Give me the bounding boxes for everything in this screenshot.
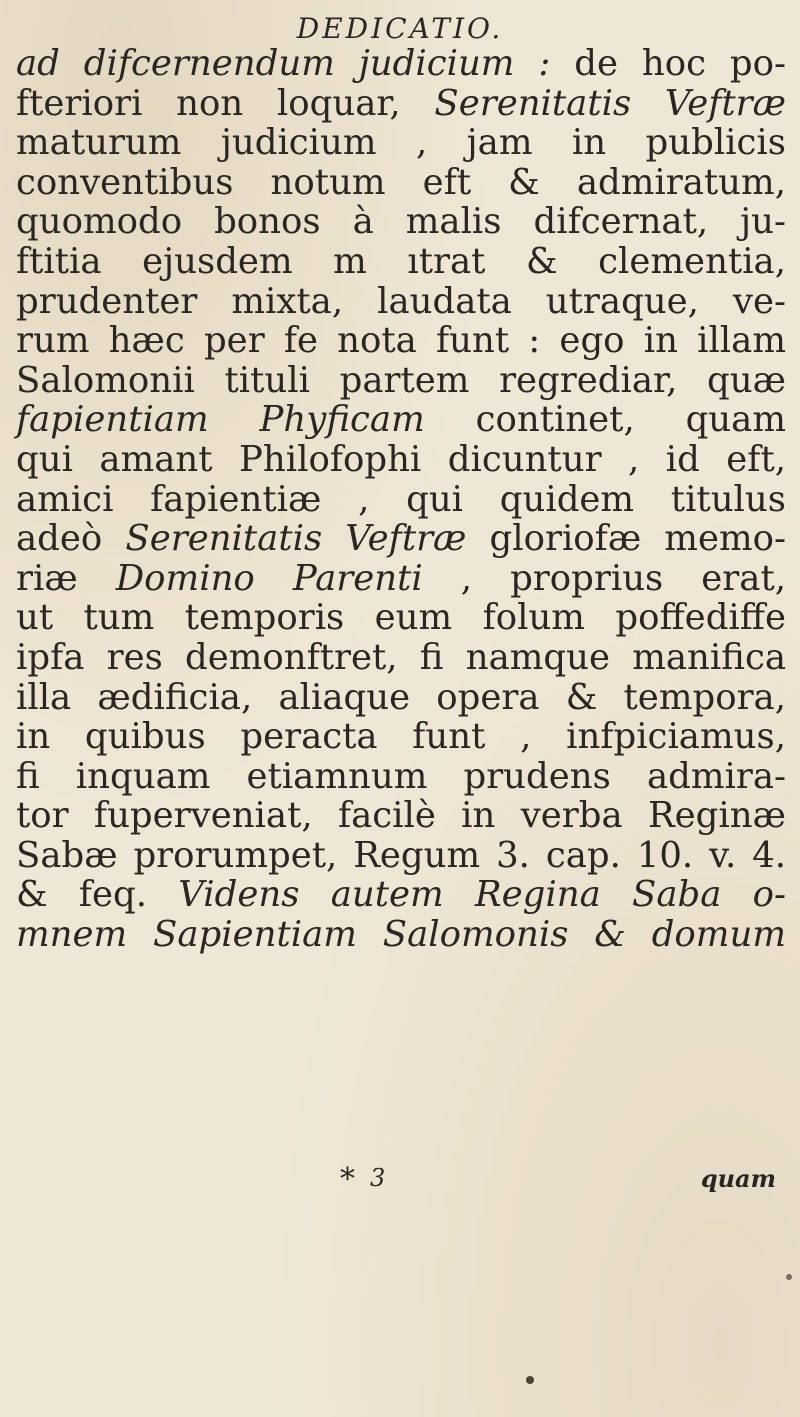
text-segment: continet, quam bbox=[424, 399, 786, 441]
text-segment: fteriori non loquar, bbox=[16, 82, 435, 124]
text-line bbox=[16, 163, 786, 203]
text-segment: qui amant Philofophi dicuntur , id eft, bbox=[16, 438, 786, 480]
text-line bbox=[16, 242, 786, 282]
text-segment: Sabæ prorumpet, Regum 3. cap. 10. v. 4. bbox=[16, 834, 786, 876]
text-line bbox=[16, 480, 786, 520]
text-segment: ipfa res demonftret, fi namque manifica bbox=[16, 636, 786, 678]
text-segment: gloriofæ memo- bbox=[466, 518, 786, 560]
text-segment: ut tum temporis eum folum poffediffe bbox=[16, 597, 786, 639]
page-footer bbox=[16, 1162, 786, 1202]
text-segment: illa ædificia, aliaque opera & tempora, bbox=[16, 676, 786, 718]
text-segment: adeò bbox=[16, 518, 126, 560]
text-segment: & feq. bbox=[16, 874, 179, 916]
text-line bbox=[16, 757, 786, 797]
text-segment: ad difcernendum judicium : bbox=[16, 43, 551, 84]
text-segment: tor fuperveniat, facilè in verba Reginæ bbox=[16, 795, 786, 837]
text-line bbox=[16, 638, 786, 678]
text-segment: mnem Sapientiam Salomonis & domum bbox=[16, 914, 786, 956]
text-line bbox=[16, 519, 786, 559]
text-line bbox=[16, 202, 786, 242]
signature-mark: 3 bbox=[370, 1164, 386, 1192]
text-line bbox=[16, 321, 786, 361]
text-segment: quomodo bonos à malis difcernat, ju- bbox=[16, 201, 786, 243]
text-segment: ftitia ejusdem m ıtrat & clementia, bbox=[16, 240, 786, 282]
text-line bbox=[16, 915, 786, 955]
body-text bbox=[16, 44, 786, 955]
text-segment: riæ bbox=[16, 557, 116, 599]
text-segment: prudenter mixta, laudata utraque, ve- bbox=[16, 280, 786, 322]
text-line bbox=[16, 598, 786, 638]
text-segment: Salomonii tituli partem regrediar, quæ bbox=[16, 359, 786, 401]
text-segment: amici fapientiæ , qui quidem titulus bbox=[16, 478, 786, 520]
ink-spot bbox=[526, 1376, 534, 1384]
text-segment: de hoc po- bbox=[550, 43, 786, 84]
text-line bbox=[16, 123, 786, 163]
text-line bbox=[16, 836, 786, 876]
text-line bbox=[16, 84, 786, 124]
text-segment: in quibus peracta funt , infpiciamus, bbox=[16, 716, 786, 758]
text-line bbox=[16, 717, 786, 757]
text-line bbox=[16, 678, 786, 718]
text-line bbox=[16, 796, 786, 836]
ink-spot bbox=[786, 1274, 792, 1280]
text-line bbox=[16, 44, 786, 84]
text-line bbox=[16, 282, 786, 322]
text-segment: fi inquam etiamnum prudens admira- bbox=[16, 755, 786, 797]
catchword: quam bbox=[700, 1164, 776, 1193]
signature-star: * bbox=[340, 1162, 355, 1197]
text-segment: Serenitatis Veftræ bbox=[434, 82, 786, 124]
text-segment: conventibus notum eft & admiratum, bbox=[16, 161, 786, 203]
text-segment: rum hæc per fe nota funt : ego in illam bbox=[16, 320, 786, 362]
text-segment: maturum judicium , jam in publicis bbox=[16, 122, 786, 164]
text-line bbox=[16, 361, 786, 401]
page-header: DEDICATIO. bbox=[296, 12, 504, 45]
text-segment: Videns autem Regina Saba o- bbox=[178, 874, 787, 916]
text-segment: Serenitatis Veftræ bbox=[125, 518, 467, 560]
text-line bbox=[16, 875, 786, 915]
text-segment: , proprius erat, bbox=[422, 557, 786, 599]
text-segment: Domino Parenti bbox=[115, 557, 423, 599]
text-line bbox=[16, 400, 786, 440]
text-segment: fapientiam Phyficam bbox=[16, 399, 425, 441]
text-line bbox=[16, 559, 786, 599]
text-line bbox=[16, 440, 786, 480]
